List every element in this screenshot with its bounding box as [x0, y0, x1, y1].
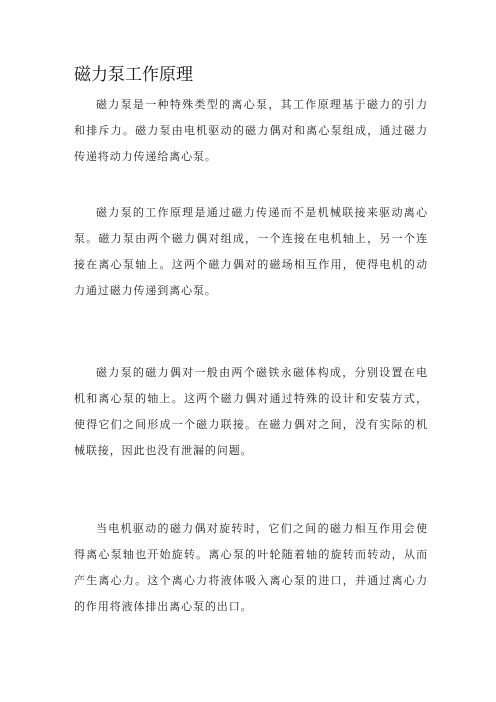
paragraph-4: 当电机驱动的磁力偶对旋转时，它们之间的磁力相互作用会使得离心泵轴也开始旋转。离心泵的叶轮随着轴的旋转而转动，从而产生离心力。这个离心力将液体吸入离心泵的进口，并通过离心力的作用将液体排出离心泵的出口。 — [74, 522, 428, 613]
paragraph-3: 磁力泵的磁力偶对一般由两个磁铁永磁体构成，分别设置在电机和离心泵的轴上。这两个磁力偶对通过特殊的设计和安装方式，使得它们之间形成一个磁力联接。在磁力偶对之间，没有实际的机械联接，因此也没有泄漏的问题。 — [74, 366, 428, 457]
document-title: 磁力泵工作原理 — [74, 65, 193, 85]
paragraph-1: 磁力泵是一种特殊类型的离心泵，其工作原理基于磁力的引力和排斥力。磁力泵由电机驱动的磁力偶对和离心泵组成，通过磁力传递将动力传递给离心泵。 — [74, 98, 428, 163]
paragraph-2: 磁力泵的工作原理是通过磁力传递而不是机械联接来驱动离心泵。磁力泵由两个磁力偶对组成，一个连接在电机轴上，另一个连接在离心泵轴上。这两个磁力偶对的磁场相互作用，使得电机的动力通过磁力传递到离心泵。 — [74, 206, 428, 297]
